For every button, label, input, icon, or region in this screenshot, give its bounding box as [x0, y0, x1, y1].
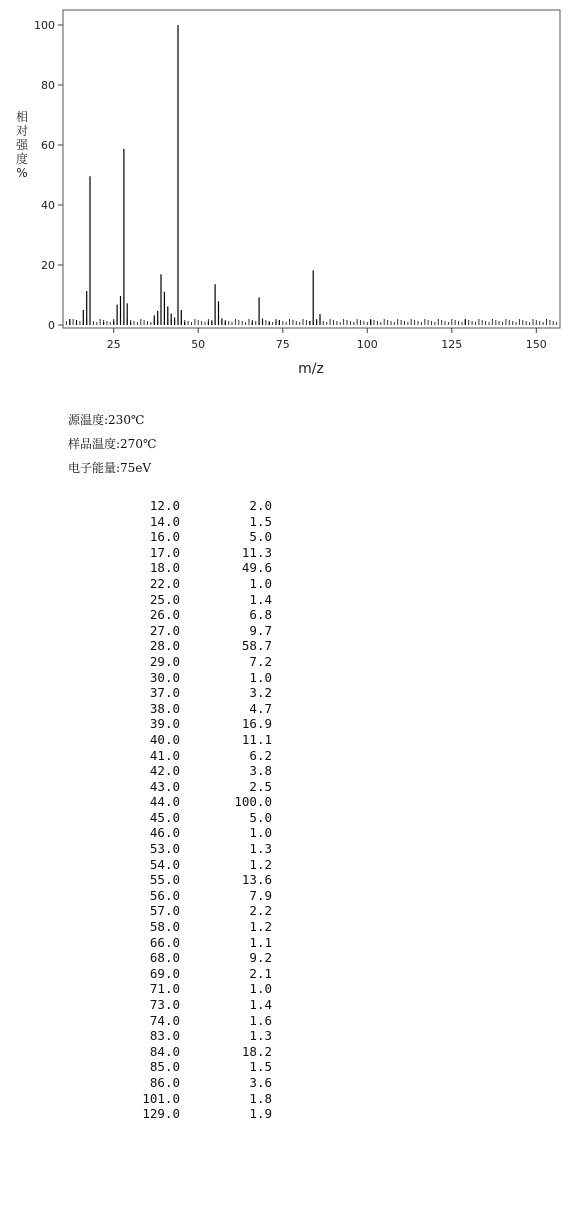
peak-mz: 14.0: [149, 513, 180, 529]
peak-row: [120, 1059, 272, 1075]
y-tick-label: 80: [41, 79, 55, 92]
peak-row: [120, 529, 272, 545]
peak-intensity: 1.2: [249, 856, 272, 872]
peak-row: [120, 560, 272, 576]
peak-mz: 56.0: [149, 887, 180, 903]
peak-row: [120, 498, 272, 514]
y-tick-label: 60: [41, 139, 55, 152]
peak-intensity: 58.7: [241, 638, 272, 654]
peak-intensity: 3.2: [249, 685, 272, 701]
peak-mz: 85.0: [149, 1059, 180, 1075]
peak-row: [120, 966, 272, 982]
x-tick-label: 100: [356, 338, 378, 351]
sample-temperature: 样品温度:270℃: [68, 437, 157, 451]
peak-row: [120, 950, 272, 966]
peak-row: [120, 872, 272, 888]
y-tick-label: 20: [41, 259, 55, 272]
peak-row: [120, 935, 272, 951]
peak-mz: 73.0: [149, 997, 180, 1012]
peak-row: [120, 748, 272, 764]
peak-row: [120, 981, 272, 997]
peak-intensity: 1.4: [249, 997, 272, 1012]
peak-intensity: 2.2: [249, 903, 272, 919]
source-temperature: 源温度:230℃: [68, 413, 145, 427]
peak-mz: 129.0: [142, 1106, 180, 1122]
peak-mz: 28.0: [149, 638, 180, 654]
peak-row: [120, 1013, 272, 1029]
peak-mz: 16.0: [149, 529, 180, 545]
peak-row: [120, 732, 272, 748]
peak-mz: 55.0: [149, 872, 180, 888]
peak-row: [120, 841, 272, 857]
peak-row: [120, 997, 272, 1013]
peak-mz: 27.0: [149, 622, 180, 638]
peak-row: [120, 654, 272, 670]
peak-mz: 83.0: [149, 1028, 180, 1044]
peak-mz: 66.0: [149, 934, 180, 950]
x-tick-label: 75: [275, 338, 290, 351]
peak-intensity: 1.5: [249, 1059, 272, 1075]
x-tick-label: 125: [441, 338, 463, 351]
peak-row: [120, 1044, 272, 1060]
peak-row: [120, 545, 272, 561]
peak-mz: 30.0: [149, 669, 180, 685]
peak-intensity: 3.8: [249, 763, 272, 779]
peak-mz: 69.0: [149, 965, 180, 981]
peak-row: [120, 716, 272, 732]
y-axis-label: [16, 109, 29, 180]
peak-intensity: 100.0: [234, 794, 272, 810]
peak-mz: 25.0: [149, 591, 180, 607]
peak-mz: 71.0: [149, 981, 180, 997]
x-tick-label: 50: [191, 338, 206, 351]
peak-bars: [70, 25, 466, 325]
y-axis-label-char: 强: [15, 138, 29, 152]
peak-mz: 44.0: [149, 794, 180, 810]
peak-intensity: 5.0: [249, 809, 272, 825]
peak-mz: 12.0: [149, 498, 180, 513]
peak-intensity: 1.5: [249, 513, 272, 529]
peak-row: [120, 825, 272, 841]
peak-mz: 74.0: [149, 1012, 180, 1028]
peak-intensity: 9.2: [249, 950, 272, 966]
peak-row: [120, 701, 272, 717]
axis-ticks: [34, 19, 547, 351]
peak-mz: 18.0: [149, 560, 180, 576]
peak-row: [120, 670, 272, 686]
peak-mz: 101.0: [142, 1090, 180, 1106]
instrument-conditions: [68, 408, 156, 480]
peak-intensity: 16.9: [241, 716, 272, 732]
y-axis-label-char: %: [16, 166, 28, 180]
peak-intensity: 11.1: [241, 731, 272, 747]
peak-intensity: 1.0: [249, 669, 272, 685]
peak-mz: 54.0: [149, 856, 180, 872]
peak-intensity: 1.0: [249, 825, 272, 841]
peak-intensity: 1.4: [249, 591, 272, 607]
peak-row: [120, 919, 272, 935]
peak-intensity: 2.0: [249, 498, 272, 513]
peak-intensity: 9.7: [249, 622, 272, 638]
peak-intensity: 7.2: [249, 653, 272, 669]
peak-mz: 46.0: [149, 825, 180, 841]
peak-row: [120, 903, 272, 919]
peak-mz: 43.0: [149, 778, 180, 794]
x-tick-label: 150: [525, 338, 547, 351]
peak-intensity: 4.7: [249, 700, 272, 716]
peak-intensity: 1.1: [249, 934, 272, 950]
peak-mz: 38.0: [149, 700, 180, 716]
peak-row: [120, 779, 272, 795]
peak-row: [120, 623, 272, 639]
peak-row: [120, 592, 272, 608]
peak-intensity: 11.3: [241, 544, 272, 560]
peak-intensity: 6.2: [249, 747, 272, 763]
peak-intensity: 1.2: [249, 919, 272, 935]
peak-mz: 42.0: [149, 763, 180, 779]
y-tick-label: 100: [34, 19, 55, 32]
peak-intensity: 2.5: [249, 778, 272, 794]
peak-row: [120, 763, 272, 779]
y-axis-label-char: 度: [15, 152, 29, 166]
x-axis-label: m/z: [298, 361, 324, 377]
y-tick-label: 40: [41, 199, 55, 212]
peak-row: [120, 794, 272, 810]
peak-intensity: 1.9: [249, 1106, 272, 1122]
peak-mz: 40.0: [149, 731, 180, 747]
peak-row: [120, 576, 272, 592]
peak-mz: 84.0: [149, 1043, 180, 1059]
baseline-noise: [66, 319, 556, 325]
y-axis-label-char: 对: [15, 124, 29, 138]
peak-row: [120, 607, 272, 623]
peak-row: [120, 514, 272, 530]
peak-mz: 53.0: [149, 841, 180, 857]
peak-row: [120, 1028, 272, 1044]
peak-mz: 57.0: [149, 903, 180, 919]
peak-intensity: 1.6: [249, 1012, 272, 1028]
peak-row: [120, 1106, 272, 1122]
peak-mz: 45.0: [149, 809, 180, 825]
peak-intensity: 3.6: [249, 1074, 272, 1090]
peak-intensity: 1.0: [249, 575, 272, 591]
peak-mz: 17.0: [149, 544, 180, 560]
peak-intensity: 18.2: [241, 1043, 272, 1059]
mass-spectrum-chart: [0, 0, 570, 390]
peak-row: [120, 857, 272, 873]
plot-frame: [63, 10, 560, 328]
peak-row: [120, 685, 272, 701]
peak-intensity: 13.6: [241, 872, 272, 888]
peak-mz: 37.0: [149, 685, 180, 701]
peak-row: [120, 1075, 272, 1091]
electron-energy: 电子能量:75eV: [68, 461, 152, 475]
x-tick-label: 25: [106, 338, 121, 351]
peak-mz: 41.0: [149, 747, 180, 763]
y-tick-label: 0: [48, 319, 55, 332]
peak-mz: 58.0: [149, 919, 180, 935]
peak-row: [120, 1091, 272, 1107]
y-axis-label-char: 相: [15, 110, 29, 124]
peak-intensity: 1.3: [249, 841, 272, 857]
peak-table: [120, 498, 272, 1122]
peak-intensity: 1.8: [249, 1090, 272, 1106]
peak-intensity: 7.9: [249, 887, 272, 903]
peak-mz: 39.0: [149, 716, 180, 732]
peak-intensity: 1.3: [249, 1028, 272, 1044]
peak-mz: 22.0: [149, 575, 180, 591]
peak-mz: 86.0: [149, 1074, 180, 1090]
peak-mz: 29.0: [149, 653, 180, 669]
peak-row: [120, 810, 272, 826]
peak-row: [120, 638, 272, 654]
peak-mz: 68.0: [149, 950, 180, 966]
peak-mz: 26.0: [149, 607, 180, 623]
peak-row: [120, 888, 272, 904]
peak-intensity: 2.1: [249, 965, 272, 981]
peak-intensity: 49.6: [241, 560, 272, 576]
peak-intensity: 5.0: [249, 529, 272, 545]
peak-intensity: 6.8: [249, 607, 272, 623]
peak-intensity: 1.0: [249, 981, 272, 997]
